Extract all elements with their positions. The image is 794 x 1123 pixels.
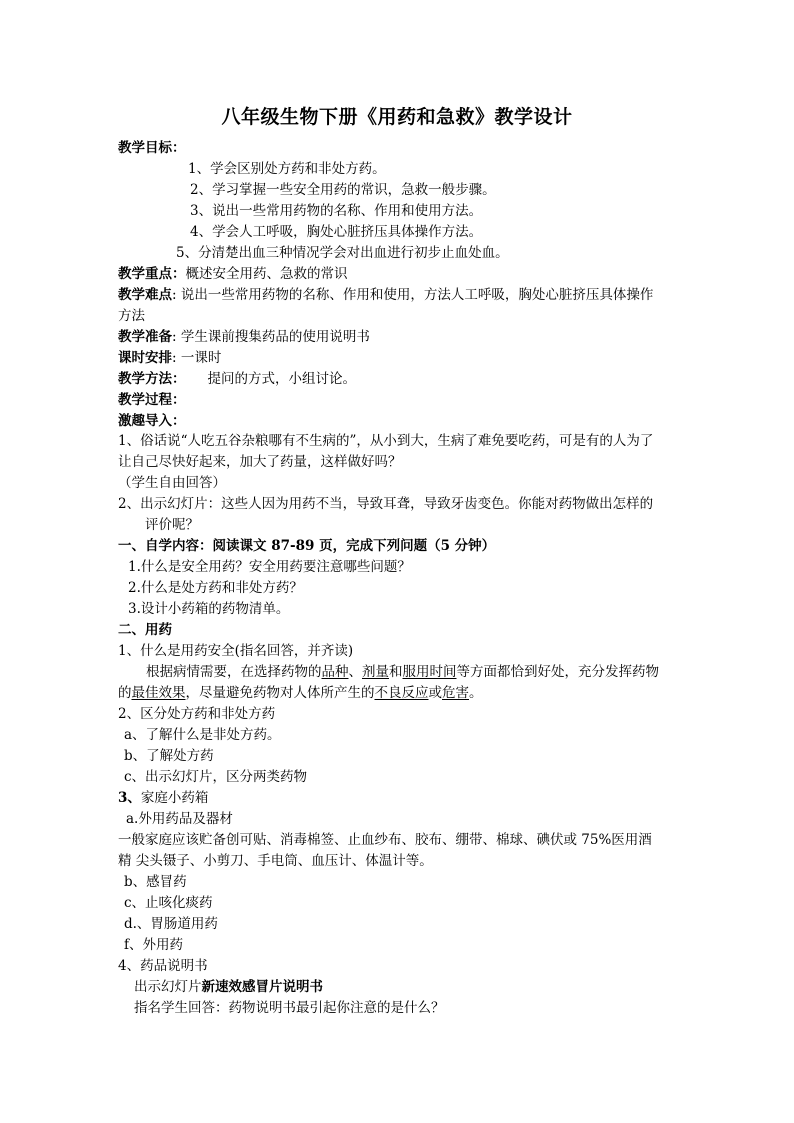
definition-underline: 服用时间 bbox=[402, 664, 457, 680]
definition-underline: 不良反应 bbox=[374, 685, 429, 701]
definition-underline: 剂量 bbox=[362, 664, 389, 680]
section1-heading-line bbox=[118, 536, 495, 557]
difficulties-line bbox=[118, 285, 653, 306]
section2-q3 bbox=[118, 788, 208, 809]
section2-heading-line bbox=[118, 620, 172, 641]
section2-heading: 二、用药 bbox=[118, 622, 172, 638]
definition-text: 等方面都恰到好处，充分发挥药物 bbox=[456, 664, 659, 680]
key-points-label: 教学重点： bbox=[118, 266, 186, 282]
schedule-label: 课时安排 bbox=[118, 350, 172, 366]
intro-paragraph-2: 2、出示幻灯片：这些人因为用药不当，导致耳聋，导致牙齿变色。你能对药物做出怎样的 bbox=[118, 496, 654, 512]
preparation-label: 教学准备 bbox=[118, 329, 172, 345]
definition-text: 。 bbox=[469, 685, 483, 701]
key-points-text: 概述安全用药、急救的常识 bbox=[185, 266, 348, 282]
methods-label: 教学方法： bbox=[118, 371, 186, 387]
definition-text: 和 bbox=[389, 664, 403, 680]
section2-q4: 4、药品说明书 bbox=[118, 958, 208, 974]
q3-item: d.、胃肠道用药 bbox=[124, 916, 218, 932]
definition-underline: 危害 bbox=[442, 685, 469, 701]
definition-underline: 品种 bbox=[321, 664, 349, 680]
methods-text: 提问的方式，小组讨论。 bbox=[207, 371, 356, 387]
objectives-label: 教学目标： bbox=[118, 140, 186, 156]
objective-item: 4、学会人工呼吸，胸处心脏挤压具体操作方法。 bbox=[190, 224, 483, 240]
preparation-line bbox=[118, 327, 370, 348]
definition-line-2 bbox=[118, 683, 483, 704]
intro-label: 激趣导入： bbox=[118, 413, 186, 429]
difficulties-text-cont: 方法 bbox=[118, 308, 145, 324]
difficulties-label: 教学难点 bbox=[118, 287, 172, 303]
difficulties-text: : 说出一些常用药物的名称、作用和使用，方法人工呼吸，胸处心脏挤压具体操作 bbox=[172, 287, 654, 303]
definition-text: 根据病情需要，在选择药物的 bbox=[146, 664, 322, 680]
schedule-text: : 一课时 bbox=[172, 350, 222, 366]
intro-line bbox=[118, 411, 186, 432]
intro-note: （学生自由回答） bbox=[118, 475, 226, 491]
q3-item: c、止咳化痰药 bbox=[124, 895, 213, 911]
q4-bold-text: 新速效感冒片说明书 bbox=[201, 979, 323, 995]
methods-line bbox=[118, 369, 356, 390]
q3-subitem: a.外用药品及器材 bbox=[126, 811, 233, 827]
objective-item: 5、分清楚出血三种情况学会对出血进行初步止血处血。 bbox=[176, 245, 509, 261]
intro-paragraph-1: 1、俗话说“人吃五谷杂粮哪有不生病的”，从小到大，生病了难免要吃药，可是有的人为了 bbox=[118, 433, 654, 449]
intro-paragraph-2-cont: 评价呢？ bbox=[145, 517, 199, 533]
section1-item: 2.什么是处方药和非处方药？ bbox=[128, 580, 303, 596]
q3-number: 3、 bbox=[118, 790, 141, 806]
section1-item: 3.设计小药箱的药物清单。 bbox=[128, 601, 290, 617]
section2-q1: 1、什么是用药安全(指名回答，并齐读) bbox=[118, 643, 354, 659]
intro-paragraph-1-cont: 让自己尽快好起来，加大了药量，这样做好吗？ bbox=[118, 454, 402, 470]
objectives-label-line bbox=[118, 138, 186, 159]
schedule-line bbox=[118, 348, 221, 369]
section1-heading: 一、自学内容：阅读课文 87-89 页，完成下列问题（5 分钟） bbox=[118, 538, 496, 554]
definition-text: 、 bbox=[348, 664, 362, 680]
objective-item: 1、学会区别处方药和非处方药。 bbox=[188, 161, 386, 177]
objective-item: 3、说出一些常用药物的名称、作用和使用方法。 bbox=[190, 203, 483, 219]
definition-underline: 最佳效果 bbox=[131, 685, 186, 701]
preparation-text: : 学生课前搜集药品的使用说明书 bbox=[172, 329, 370, 345]
section2-q2: 2、区分处方药和非处方药 bbox=[118, 706, 276, 722]
process-line bbox=[118, 390, 186, 411]
definition-line-1 bbox=[146, 662, 659, 683]
q4-text: 出示幻灯片 bbox=[134, 979, 202, 995]
q3-item: b、感冒药 bbox=[124, 874, 187, 890]
section1-item: 1.什么是安全用药？安全用药要注意哪些问题？ bbox=[128, 559, 411, 575]
q2-item: c、出示幻灯片，区分两类药物 bbox=[124, 769, 308, 785]
document-title: 八年级生物下册《用药和急救》教学设计 bbox=[221, 106, 573, 128]
definition-text: 或 bbox=[428, 685, 442, 701]
q3-item: f、外用药 bbox=[124, 937, 183, 953]
q2-item: a、了解什么是非处方药。 bbox=[124, 727, 281, 743]
objective-item: 2、学习掌握一些安全用药的常识，急救一般步骤。 bbox=[190, 182, 496, 198]
q3-text-line-1: 一般家庭应该贮备创可贴、消毒棉签、止血纱布、胶布、绷带、棉球、碘伏或 75%医用酒 bbox=[118, 832, 652, 848]
q3-text-line-2: 精 尖头镊子、小剪刀、手电筒、血压计、体温计等。 bbox=[118, 853, 433, 869]
q4-line-2: 指名学生回答：药物说明书最引起你注意的是什么？ bbox=[134, 1000, 445, 1016]
q2-item: b、了解处方药 bbox=[124, 748, 214, 764]
key-points-line bbox=[118, 264, 348, 285]
definition-text: 的 bbox=[118, 685, 132, 701]
q3-text: 家庭小药箱 bbox=[140, 790, 209, 806]
q4-line-1 bbox=[134, 977, 323, 998]
definition-text: ，尽量避免药物对人体所产生的 bbox=[185, 685, 375, 701]
process-label: 教学过程： bbox=[118, 392, 186, 408]
